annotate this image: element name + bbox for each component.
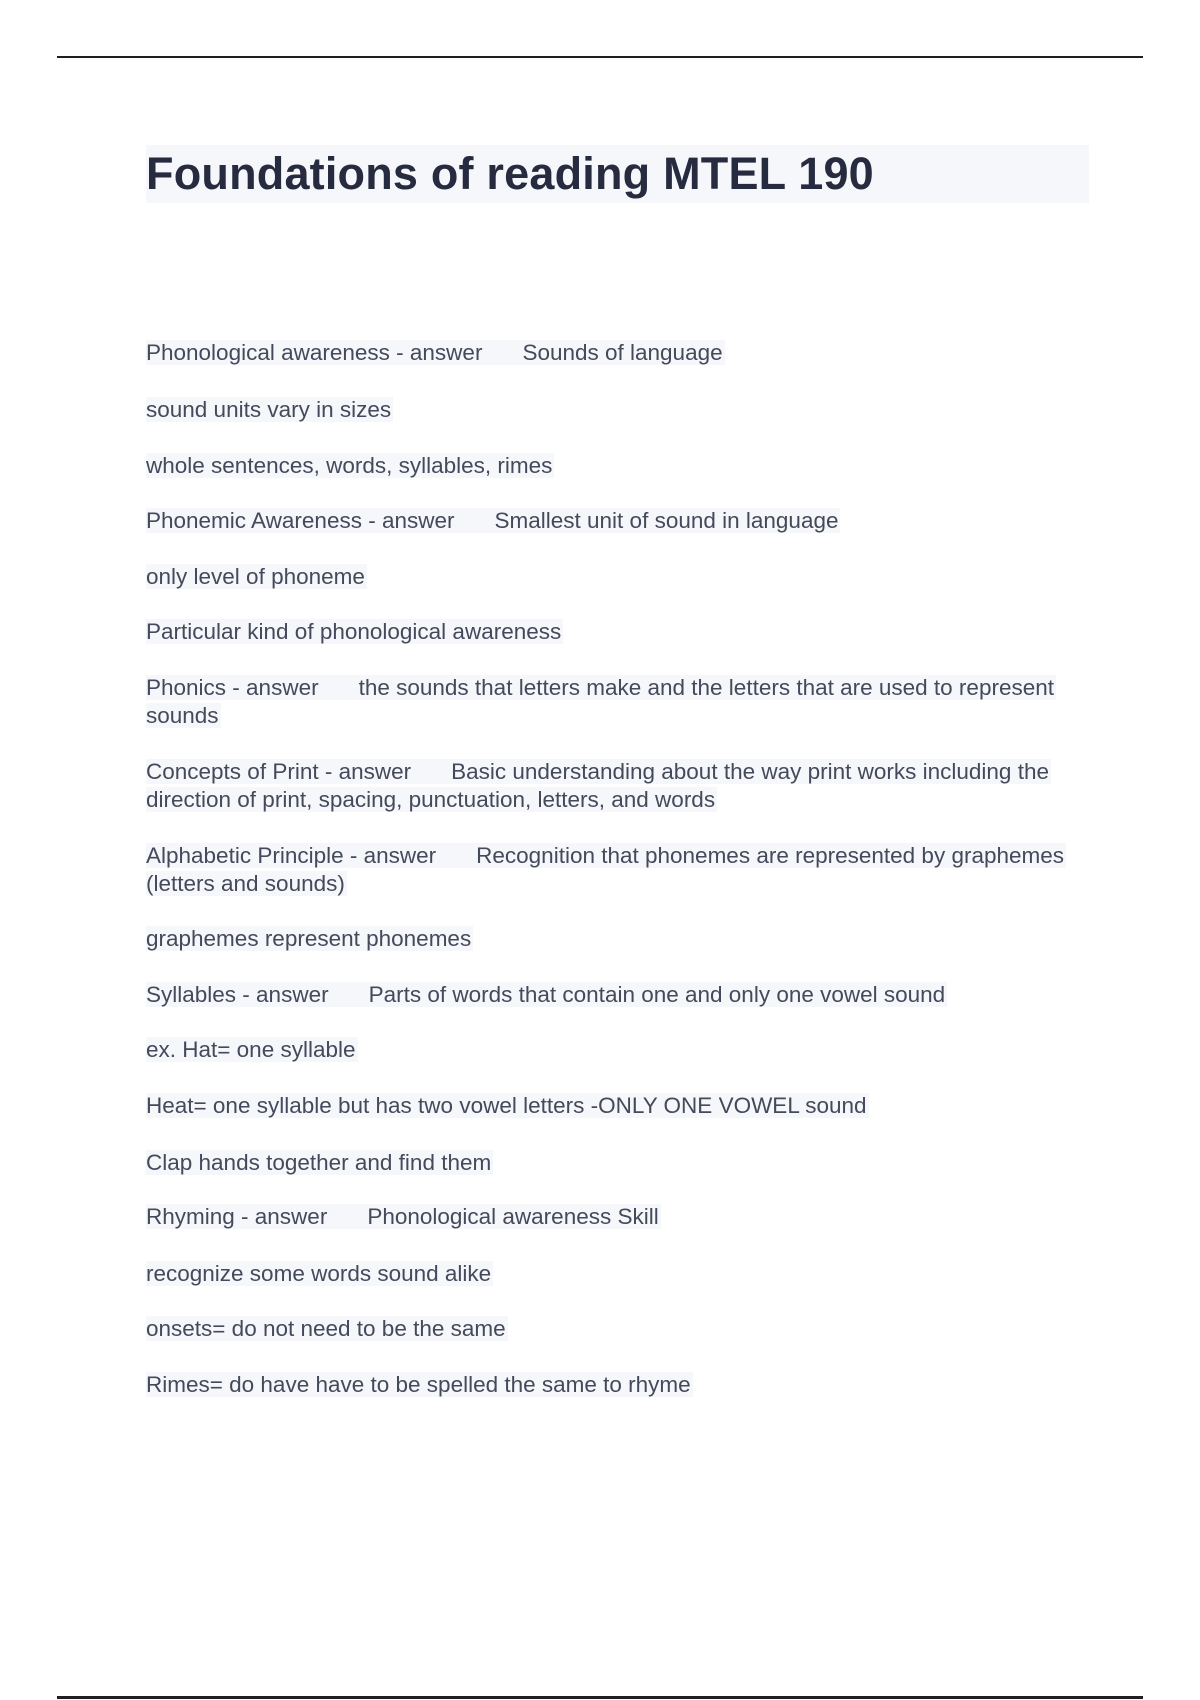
entry-rhyming (146, 1203, 661, 1231)
entry-line: Clap hands together and find them (146, 1150, 492, 1175)
entry-definition: Phonological awareness Skill (367, 1204, 659, 1229)
entry-line: recognize some words sound alike (146, 1261, 492, 1286)
entry-syllables (146, 981, 947, 1009)
entry-term: Phonological awareness - answer (146, 340, 483, 365)
entry-phonics (146, 674, 1089, 730)
top-rule (57, 56, 1143, 58)
entry-definition: Smallest unit of sound in language (494, 508, 839, 533)
entry-definition: the sounds that letters make and the letters that are used to represent sounds (146, 675, 1054, 728)
entry-term: Syllables - answer (146, 982, 329, 1007)
entry-term: Phonics - answer (146, 675, 319, 700)
entry-term: Phonemic Awareness - answer (146, 508, 455, 533)
entry-definition: Sounds of language (522, 340, 723, 365)
entry-definition: Parts of words that contain one and only one vowel sound (368, 982, 946, 1007)
entry-line: whole sentences, words, syllables, rimes (146, 453, 553, 478)
entry-term: Alphabetic Principle - answer (146, 843, 437, 868)
entry-phonemic-awareness (146, 507, 840, 535)
entry-line: ex. Hat= one syllable (146, 1037, 356, 1062)
entry-alphabetic-principle (146, 842, 1089, 898)
entry-phonological-awareness (146, 339, 725, 367)
entry-definition: Recognition that phonemes are represented by graphemes (letters and sounds) (146, 843, 1065, 896)
entry-definition: Basic understanding about the way print works including the direction of print, spacing, punctuation, letters, and words (146, 759, 1049, 812)
entry-line: graphemes represent phonemes (146, 926, 472, 951)
entry-line: sound units vary in sizes (146, 397, 392, 422)
entry-line: Rimes= do have have to be spelled the same to rhyme (146, 1372, 691, 1397)
entry-term: Rhyming - answer (146, 1204, 328, 1229)
entry-line: onsets= do not need to be the same (146, 1316, 506, 1341)
entry-line: Particular kind of phonological awareness (146, 619, 562, 644)
bottom-rule (57, 1696, 1143, 1699)
entry-line: only level of phoneme (146, 564, 365, 589)
document-title: Foundations of reading MTEL 190 (146, 148, 874, 199)
entry-term: Concepts of Print - answer (146, 759, 412, 784)
entry-line: Heat= one syllable but has two vowel letters -ONLY ONE VOWEL sound (146, 1093, 867, 1118)
entry-concepts-of-print (146, 758, 1089, 814)
